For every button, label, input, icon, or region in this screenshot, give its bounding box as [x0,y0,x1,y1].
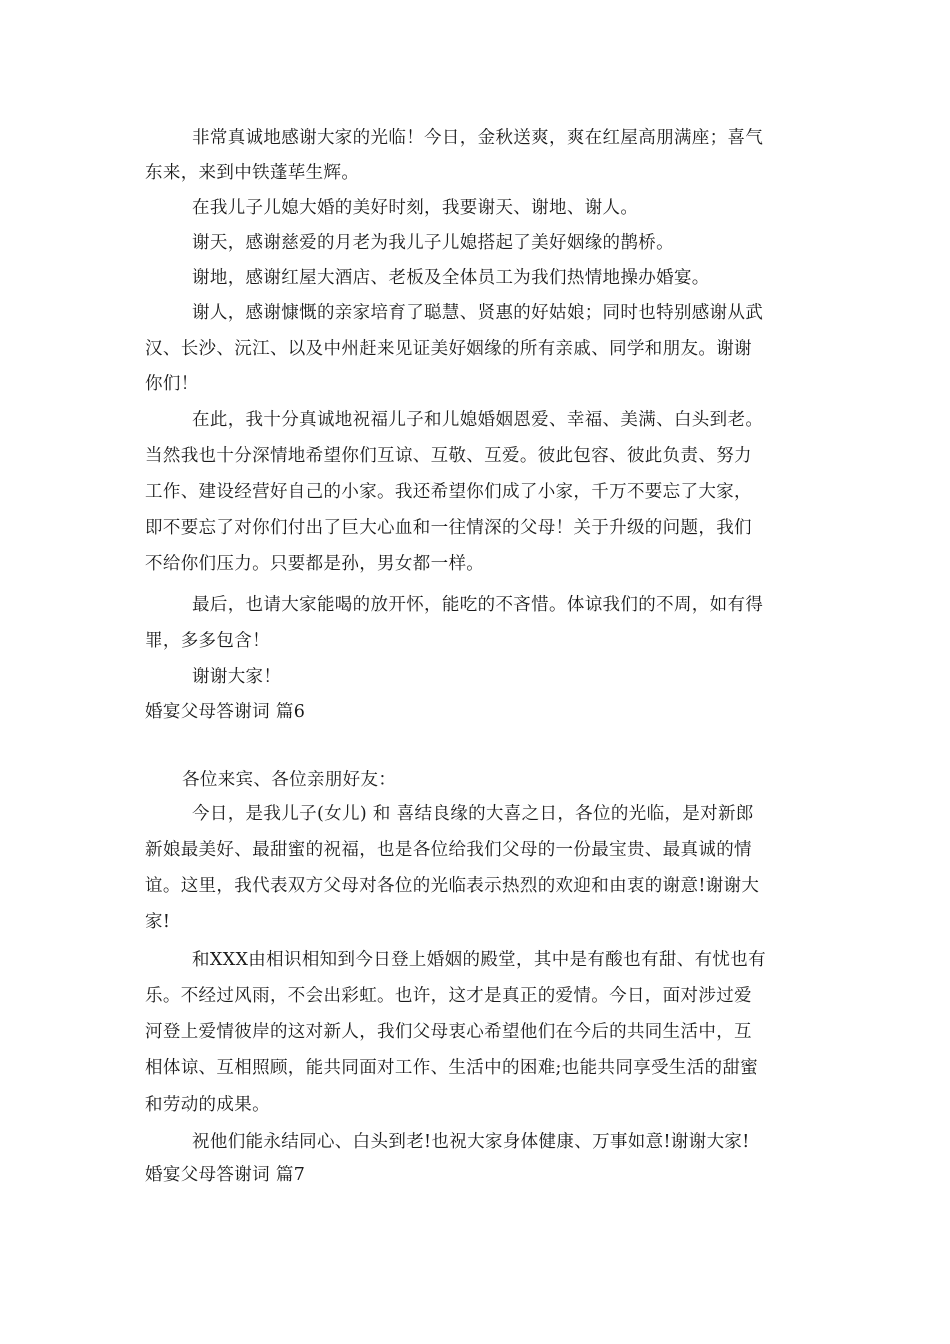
paragraph-line: 乐。不经过风雨，不会出彩虹。也许，这才是真正的爱情。今日，面对涉过爱 [145,986,752,1006]
paragraph-line: 相体谅、互相照顾，能共同面对工作、生活中的困难;也能共同享受生活的甜蜜 [145,1058,759,1078]
paragraph-line: 谢人，感谢慷慨的亲家培育了聪慧、贤惠的好姑娘；同时也特别感谢从武 [192,303,764,323]
section-heading: 婚宴父母答谢词 篇7 [145,1165,306,1185]
paragraph-line: 不给你们压力。只要都是孙，男女都一样。 [145,554,485,574]
paragraph-line: 和劳动的成果。 [145,1095,270,1115]
section-heading: 婚宴父母答谢词 篇6 [145,702,306,722]
paragraph-line: 在此，我十分真诚地祝福儿子和儿媳婚姻恩爱、幸福、美满、白头到老。 [192,410,764,430]
paragraph-line: 在我儿子儿媳大婚的美好时刻，我要谢天、谢地、谢人。 [192,198,639,218]
paragraph-line: 家! [145,912,171,932]
paragraph-line: 东来，来到中铁蓬荜生辉。 [145,163,360,183]
paragraph-line: 谢谢大家！ [192,667,282,687]
paragraph-line: 谢天，感谢慈爱的月老为我儿子儿媳搭起了美好姻缘的鹊桥。 [192,233,674,253]
paragraph-line: 谊。这里，我代表双方父母对各位的光临表示热烈的欢迎和由衷的谢意!谢谢大 [145,876,760,896]
paragraph-line: 新娘最美好、最甜蜜的祝福，也是各位给我们父母的一份最宝贵、最真诚的情 [145,840,752,860]
salutation: 各位来宾、各位亲朋好友： [182,770,397,790]
paragraph-line: 你们！ [145,374,199,394]
paragraph-line: 最后，也请大家能喝的放开怀，能吃的不吝惜。体谅我们的不周，如有得 [192,595,764,615]
paragraph-line: 罪，多多包含！ [145,631,270,651]
paragraph-line: 非常真诚地感谢大家的光临！今日，金秋送爽，爽在红屋高朋满座；喜气 [192,128,764,148]
paragraph-line: 工作、建设经营好自己的小家。我还希望你们成了小家，千万不要忘了大家， [145,482,752,502]
paragraph-line: 河登上爱情彼岸的这对新人，我们父母衷心希望他们在今后的共同生活中，互 [145,1022,752,1042]
paragraph-line: 祝他们能永结同心、白头到老!也祝大家身体健康、万事如意!谢谢大家! [192,1132,750,1152]
paragraph-line: 和XXX由相识相知到今日登上婚姻的殿堂，其中是有酸也有甜、有忧也有 [192,950,766,970]
paragraph-line: 当然我也十分深情地希望你们互谅、互敬、互爱。彼此包容、彼此负责、努力 [145,446,752,466]
paragraph-line: 今日，是我儿子(女儿) 和 喜结良缘的大喜之日，各位的光临，是对新郎 [192,804,754,824]
paragraph-line: 谢地，感谢红屋大酒店、老板及全体员工为我们热情地操办婚宴。 [192,268,710,288]
paragraph-line: 汉、长沙、沅江、以及中州赶来见证美好姻缘的所有亲戚、同学和朋友。谢谢 [145,339,752,359]
paragraph-line: 即不要忘了对你们付出了巨大心血和一往情深的父母！关于升级的问题，我们 [145,518,752,538]
